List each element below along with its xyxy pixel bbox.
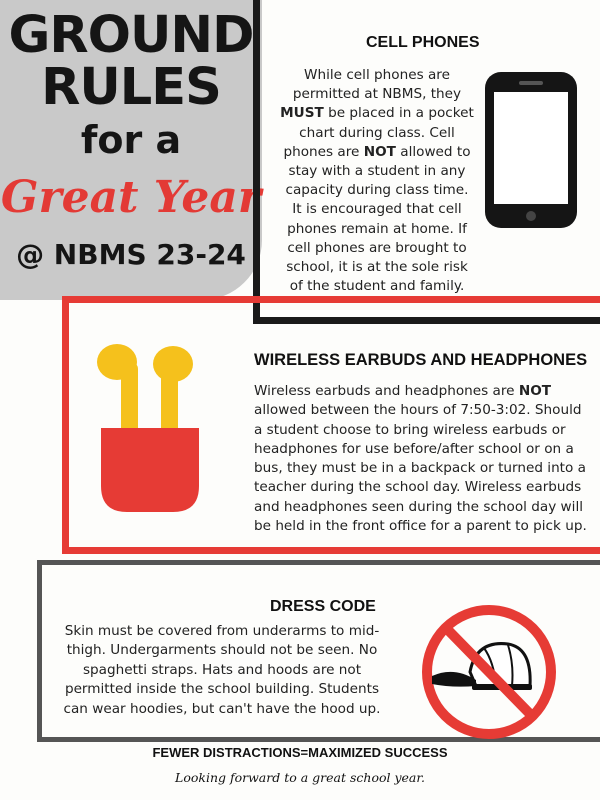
footer-slogan: FEWER DISTRACTIONS=MAXIMIZED SUCCESS [152,745,448,760]
title-rules: RULES [41,58,221,117]
earbuds-heading: WIRELESS EARBUDS AND HEADPHONES [254,351,588,369]
footer-closing: Looking forward to a great school year. [175,770,425,785]
dress-code-text: Skin must be covered from underarms to mid-thigh. Undergarments should not be seen. No spaghetti straps. Hats and hoods are not permitted inside the school building. Students can wear hoodies, but can't have the hood up. [63,623,381,717]
cell-phones-heading: CELL PHONES [366,34,480,51]
smartphone-icon [485,72,577,228]
title-for-a: for a [80,118,182,162]
title-great-year: Great Year [0,172,262,223]
no-hats-icon [414,602,564,742]
title-school-year: @ NBMS 23-24 [16,238,246,271]
dress-code-heading: DRESS CODE [270,598,376,615]
earbuds-text: Wireless earbuds and headphones are NOT allowed between the hours of 7:50-3:02. Should a student choose to bring wireless earbuds or headphones for use before/after school or on a bus, they must be in a backpack or turned into a teacher during the school day. Wireless earbuds and headphones seen during the school day will be held in the front office for a parent to pick up. [254,383,587,535]
title-ground: GROUND [8,6,254,65]
earbuds-case-icon [95,336,205,516]
cell-phones-text: While cell phones are permitted at NBMS, they MUST be placed in a pocket chart during class. Cell phones are NOT allowed to stay with a student in any capacity during class time. It is encouraged that cell phones remain at home. If cell phones are brought to school, it is at the sole risk of the student and family. [280,67,474,295]
